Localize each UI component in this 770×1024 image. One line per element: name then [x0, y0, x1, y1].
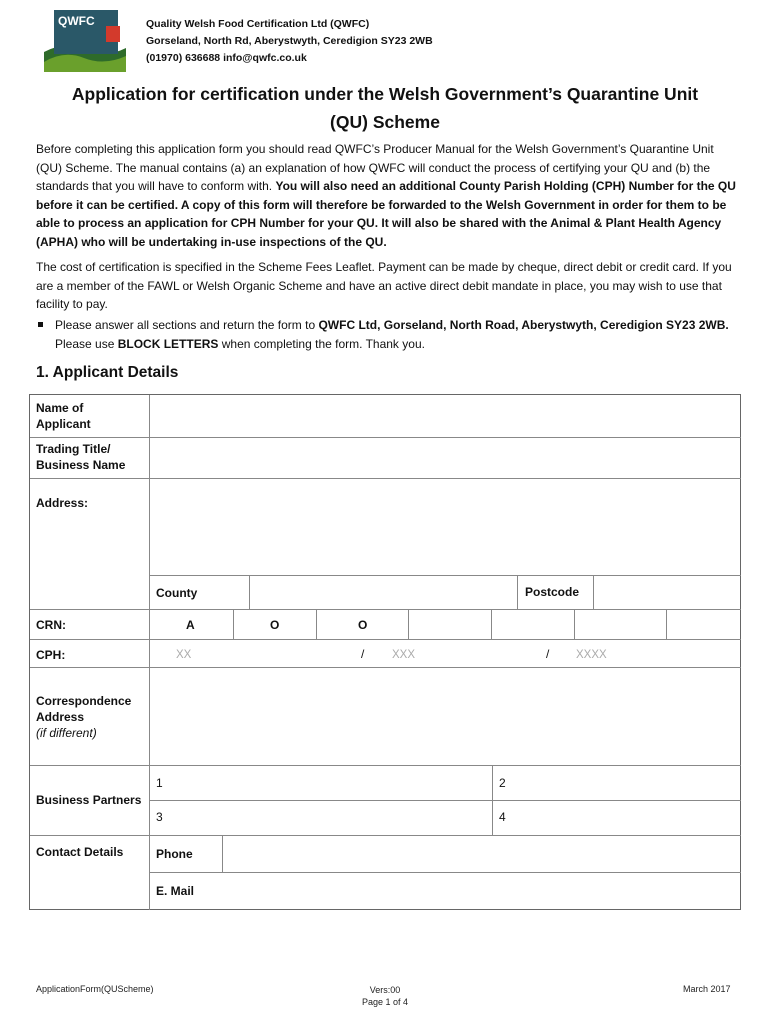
- return-address: QWFC Ltd, Gorseland, North Road, Aberystwyth, Ceredigion SY23 2WB.: [318, 318, 729, 332]
- email-label: E. Mail: [156, 884, 195, 898]
- partner-2-label: 2: [499, 776, 506, 790]
- correspondence-address-label: Correspondence Address (if different): [36, 694, 132, 740]
- cph-separator-2: /: [546, 647, 550, 661]
- address-label: Address:: [36, 496, 89, 510]
- cph-part-1-placeholder[interactable]: XX: [176, 649, 192, 661]
- qwfc-logo: [44, 10, 126, 72]
- cph-separator-1: /: [361, 647, 365, 661]
- address-field[interactable]: [150, 479, 741, 575]
- org-address: Gorseland, North Rd, Aberystwyth, Ceredigion SY23 2WB: [146, 35, 433, 47]
- email-field[interactable]: [223, 873, 741, 910]
- cph-part-2-placeholder[interactable]: XXX: [392, 649, 416, 661]
- bullet-text: Please answer all sections and return the form to: [55, 318, 319, 332]
- applicant-details-table: [29, 394, 741, 910]
- applicant-name-label: Name of Applicant: [36, 401, 91, 431]
- partner-3-label: 3: [156, 810, 163, 824]
- title-line-2: (QU) Scheme: [330, 112, 440, 132]
- contact-details-label: Contact Details: [36, 845, 124, 859]
- trading-title-label: Trading Title/ Business Name: [36, 442, 126, 472]
- partner-4-label: 4: [499, 810, 506, 824]
- bullet-icon: [38, 322, 43, 327]
- crn-cell-1: A: [186, 618, 195, 632]
- postcode-field[interactable]: [594, 576, 741, 609]
- crn-label: CRN:: [36, 618, 66, 632]
- postcode-label: Postcode: [525, 585, 580, 599]
- footer-version: Vers:00 Page 1 of 4: [361, 985, 409, 1007]
- page-title: [30, 80, 740, 136]
- intro-text: Before completing this application form you should read QWFC’s Producer Manual for the Welsh Government’s Quarantine Unit (QU) Scheme. The manual contains (a) an explanation of how QWFC will conduct the process of certifying your QU and (b) the standards that you will have to conform with.: [36, 142, 714, 193]
- logo-text: QWFC: [58, 14, 95, 28]
- business-partners-label: Business Partners: [36, 793, 142, 807]
- intro-bold-text: You will also need an additional County Parish Holding (CPH) Number for the QU before it can be certified. A copy of this form will therefore be forwarded to the Welsh Government in order for them to be able to process an application for CPH Number for your QU. It will also be shared with the Animal & Plant Health Agency (APHA) who will be undertaking in-use inspections of the QU.: [36, 179, 736, 249]
- bullet-text-3: when completing the form. Thank you.: [218, 337, 425, 351]
- footer-date: March 2017: [683, 984, 731, 994]
- footer-form-name: ApplicationForm(QUScheme): [36, 984, 154, 994]
- org-contact: (01970) 636688 info@qwfc.co.uk: [146, 52, 307, 64]
- section-title: 1. Applicant Details: [36, 364, 179, 381]
- intro-paragraph-2: The cost of certification is specified in the Scheme Fees Leaflet. Payment can be made by cheque, direct debit or credit card. If you are a member of the FAWL or Welsh Organic Scheme and have an active direct debit mandate in place, you may wish to use that facility to pay.: [36, 260, 732, 311]
- block-letters: BLOCK LETTERS: [117, 337, 219, 351]
- intro-paragraph-1: [36, 140, 736, 251]
- phone-field[interactable]: [223, 836, 741, 872]
- correspondence-address-field[interactable]: [150, 668, 741, 765]
- applicant-name-field[interactable]: [150, 395, 741, 437]
- crn-cell-2: O: [270, 618, 280, 632]
- partner-1-label: 1: [156, 776, 163, 790]
- cph-part-3-placeholder[interactable]: XXXX: [576, 649, 607, 661]
- title-line-1: Application for certification under the Welsh Government’s Quarantine Unit: [71, 84, 699, 104]
- crn-cell-3: O: [358, 618, 368, 632]
- phone-label: Phone: [156, 847, 193, 861]
- org-name: Quality Welsh Food Certification Ltd (QWFC): [146, 18, 370, 30]
- county-field[interactable]: [250, 576, 517, 609]
- bullet-text-2: Please use: [55, 337, 118, 351]
- trading-title-field[interactable]: [150, 438, 741, 478]
- county-label: County: [156, 586, 198, 600]
- organisation-header: [146, 16, 433, 67]
- cph-label: CPH:: [36, 648, 66, 662]
